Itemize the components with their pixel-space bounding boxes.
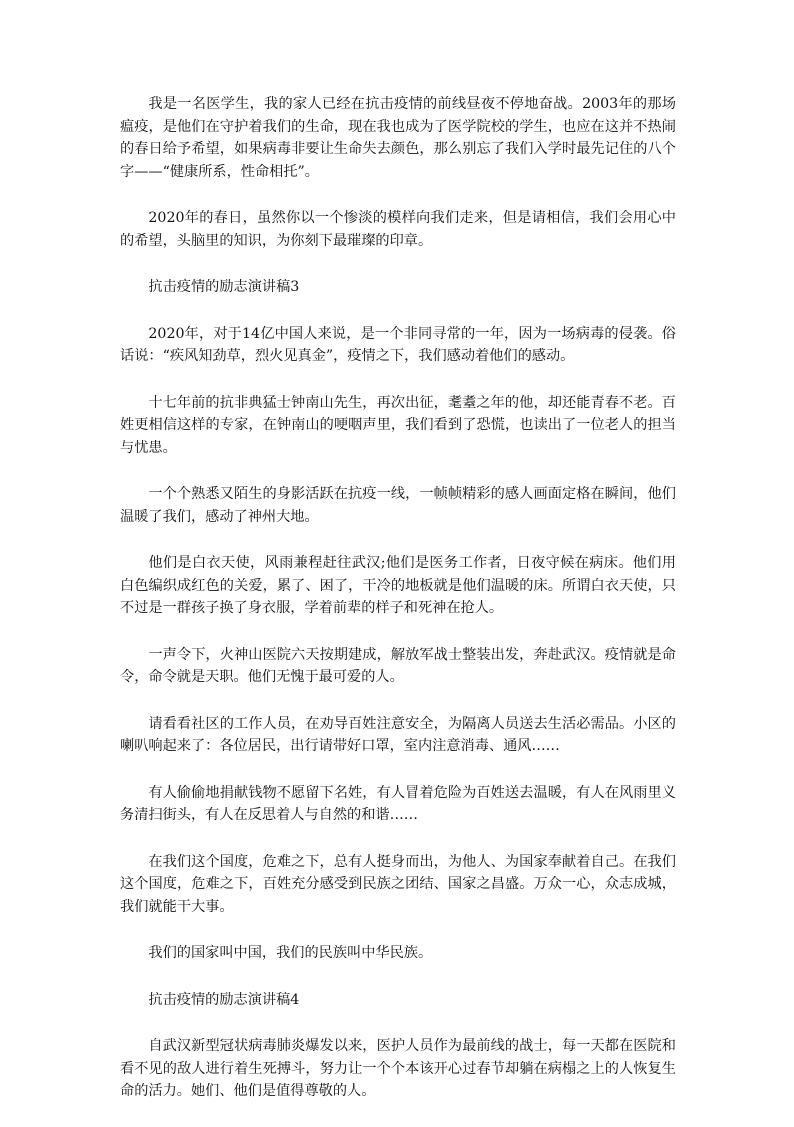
paragraph: 我们的国家叫中国，我们的民族叫中华民族。: [148, 945, 433, 961]
document-body: [120, 93, 676, 1127]
section-heading: 抗击疫情的励志演讲稿4: [148, 991, 300, 1008]
paragraph: 一声令下，火神山医院六天按期建成，解放军战士整装出发，奔赴武汉。疫情就是命令，命令就是天职。他们无愧于最可爱的人。: [120, 646, 676, 685]
paragraph: 他们是白衣天使，风雨兼程赶往武汉;他们是医务工作者，日夜守候在病床。他们用白色编织成红色的关爱，累了、困了，干冷的地板就是他们温暖的床。所谓白衣天使，只不过是一群孩子换了身衣服，学着前辈的样子和死神在抢人。: [120, 555, 676, 616]
section-heading: 抗击疫情的励志演讲稿3: [148, 279, 300, 295]
paragraph: 2020年，对于14亿中国人来说，是一个非同寻常的一年，因为一场病毒的侵袭。俗话说：“疾风知劲草，烈火见真金”，疫情之下，我们感动着他们的感动。: [120, 325, 676, 364]
paragraph: 请看看社区的工作人员，在劝导百姓注意安全，为隔离人员送去生活必需品。小区的喇叭响起来了：各位居民，出行请带好口罩，室内注意消毒、通风……: [120, 715, 676, 754]
paragraph: 自武汉新型冠状病毒肺炎爆发以来，医护人员作为最前线的战士，每一天都在医院和看不见的敌人进行着生死搏斗，努力让一个个本该开心过春节却躺在病榻之上的人恢复生命的活力。她们、他们是值得尊敬的人。: [120, 1038, 676, 1099]
paragraph: 我是一名医学生，我的家人已经在抗击疫情的前线昼夜不停地奋战。2003年的那场瘟疫，是他们在守护着我们的生命，现在我也成为了医学院校的学生，也应在这并不热闹的春日给予希望，如果病毒非要让生命失去颜色，那么别忘了我们入学时最先记住的八个字——“健康所系，性命相托”。: [120, 96, 676, 180]
paragraph: 有人偷偷地捐献钱物不愿留下名姓，有人冒着危险为百姓送去温暖，有人在风雨里义务清扫街头，有人在反思着人与自然的和谐……: [120, 784, 676, 823]
paragraph: 一个个熟悉又陌生的身影活跃在抗疫一线，一帧帧精彩的感人画面定格在瞬间，他们温暖了我们，感动了神州大地。: [120, 486, 676, 525]
paragraph: 在我们这个国度，危难之下，总有人挺身而出，为他人、为国家奉献着自己。在我们这个国度，危难之下，百姓充分感受到民族之团结、国家之昌盛。万众一心，众志成城，我们就能干大事。: [120, 853, 676, 915]
paragraph: 2020年的春日，虽然你以一个惨淡的模样向我们走来，但是请相信，我们会用心中的希望，头脑里的知识，为你刻下最璀璨的印章。: [120, 210, 676, 249]
paragraph: 十七年前的抗非典猛士钟南山先生，再次出征，耄耋之年的他，却还能青春不老。百姓更相信这样的专家，在钟南山的哽咽声里，我们看到了恐慌，也读出了一位老人的担当与忧患。: [120, 394, 676, 456]
